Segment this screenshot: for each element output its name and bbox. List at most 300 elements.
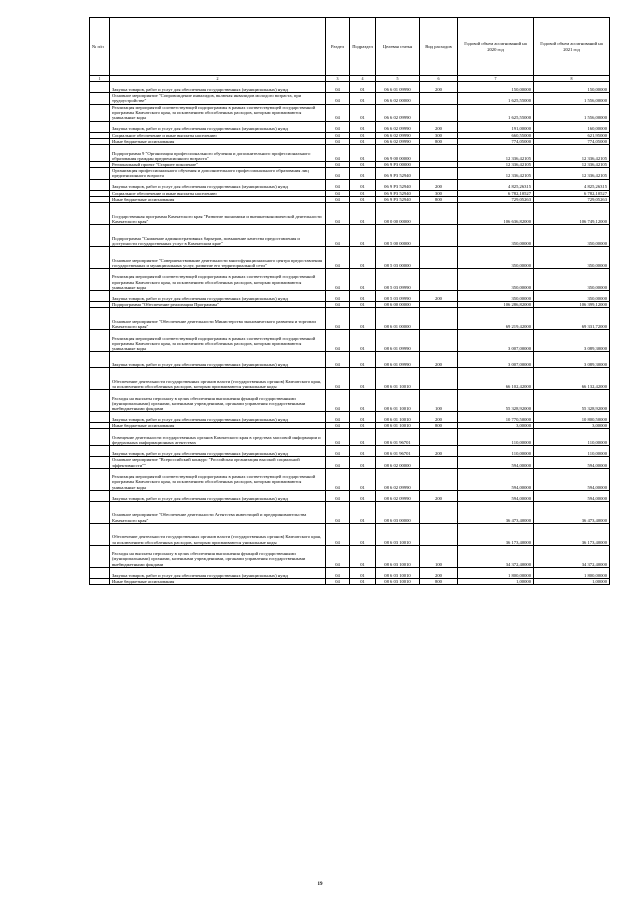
row-podrazdel: 01 xyxy=(350,412,376,423)
row-num xyxy=(90,225,110,247)
row-vid: 800 xyxy=(420,578,458,584)
row-vid: 200 xyxy=(420,291,458,302)
table-row xyxy=(90,179,610,190)
row-razdel: 04 xyxy=(326,179,350,190)
budget-table xyxy=(89,17,610,585)
row-vid: 200 xyxy=(420,82,458,93)
row-vid xyxy=(420,457,458,468)
row-num xyxy=(90,291,110,302)
row-razdel: 04 xyxy=(326,352,350,368)
row-target: 06 9 00 00000 xyxy=(376,145,420,162)
row-num xyxy=(90,168,110,179)
row-razdel: 04 xyxy=(326,162,350,168)
row-target: 08 6 02 00000 xyxy=(376,457,420,468)
row-amount-2020: 12 336,42105 xyxy=(458,145,534,162)
row-podrazdel: 01 xyxy=(350,308,376,330)
row-name: Государственная программа Камчатского края "Развитие экономики и внешнеэкономической деятельности Камчатского края" xyxy=(110,203,326,225)
row-num xyxy=(90,145,110,162)
row-razdel: 04 xyxy=(326,308,350,330)
table-row xyxy=(90,429,610,446)
row-vid: 800 xyxy=(420,423,458,429)
row-name: Освещение деятельности государственных органов Камчатского края в средствах массовой информации и федеральных информационных агентствах xyxy=(110,429,326,446)
column-number: 5 xyxy=(376,76,420,82)
row-name: Расходы на выплаты персоналу в целях обеспечения выполнения функций государственными (муниципальными) органами, казенными учреждениями, органами управления государственными внебюджетными фондами xyxy=(110,390,326,412)
row-num xyxy=(90,567,110,578)
row-num xyxy=(90,390,110,412)
row-vid xyxy=(420,501,458,523)
row-target: 08 6 03 10010 xyxy=(376,523,420,545)
column-number: 4 xyxy=(350,76,376,82)
table-row xyxy=(90,501,610,523)
row-amount-2020: 350,00000 xyxy=(458,247,534,269)
row-name: Закупка товаров, работ и услуг для обеспечения государственных (муниципальных) нужд xyxy=(110,121,326,132)
row-name: Организация профессионального обучения и дополнительного профессионального образования лиц предпенсионного возраста xyxy=(110,168,326,179)
row-num xyxy=(90,352,110,368)
row-vid: 200 xyxy=(420,179,458,190)
row-target: 08 6 01 10010 xyxy=(376,423,420,429)
row-razdel: 04 xyxy=(326,501,350,523)
row-podrazdel: 01 xyxy=(350,578,376,584)
row-vid xyxy=(420,523,458,545)
column-number: 7 xyxy=(458,76,534,82)
header-target: Целевая статья xyxy=(376,18,420,76)
row-num xyxy=(90,247,110,269)
row-num xyxy=(90,93,110,104)
row-num xyxy=(90,179,110,190)
row-amount-2021: 106 399,12000 xyxy=(534,302,610,308)
row-name: Основное мероприятие "Обеспечение деятельности Агентства инвестиций и предпринимательства Камчатского края" xyxy=(110,501,326,523)
row-amount-2021: 621,95000 xyxy=(534,132,610,138)
row-amount-2020: 150,00000 xyxy=(458,82,534,93)
row-amount-2021: 55 328,92000 xyxy=(534,390,610,412)
header-razdel: Раздел xyxy=(326,18,350,76)
row-target: 08 6 00 00000 xyxy=(376,302,420,308)
row-razdel: 04 xyxy=(326,302,350,308)
row-num xyxy=(90,368,110,390)
row-target: 08 6 01 09990 xyxy=(376,352,420,368)
row-name: Иные бюджетные ассигнования xyxy=(110,138,326,144)
table-row xyxy=(90,412,610,423)
row-amount-2021: 12 336,42105 xyxy=(534,168,610,179)
row-amount-2021: 10 800,50000 xyxy=(534,412,610,423)
row-num xyxy=(90,446,110,457)
row-amount-2021: 36 473,40000 xyxy=(534,501,610,523)
row-target: 08 6 03 10010 xyxy=(376,545,420,567)
row-amount-2020: 1 800,00000 xyxy=(458,567,534,578)
row-name: Основное мероприятие "Сопровождение инвалидов, включая инвалидов молодого возраста, при трудоустройстве" xyxy=(110,93,326,104)
row-razdel: 04 xyxy=(326,578,350,584)
row-podrazdel: 01 xyxy=(350,330,376,352)
row-name: Обеспечение деятельности государственных органов власти (государственных органов) Камчатского края, за исключением обособленных расходов, которым присваиваются уникальные коды xyxy=(110,523,326,545)
row-podrazdel: 01 xyxy=(350,247,376,269)
row-name: Основное мероприятие "Обеспечение деятельности Министерства экономического развития и торговли Камчатского края" xyxy=(110,308,326,330)
row-podrazdel: 01 xyxy=(350,423,376,429)
table-row xyxy=(90,523,610,545)
table-row xyxy=(90,121,610,132)
row-podrazdel: 01 xyxy=(350,162,376,168)
row-amount-2020: 1,00000 xyxy=(458,578,534,584)
row-name: Закупка товаров, работ и услуг для обеспечения государственных (муниципальных) нужд xyxy=(110,446,326,457)
row-podrazdel: 01 xyxy=(350,429,376,446)
row-num xyxy=(90,545,110,567)
row-vid: 200 xyxy=(420,412,458,423)
row-razdel: 04 xyxy=(326,446,350,457)
row-amount-2021: 34 372,40000 xyxy=(534,545,610,567)
row-podrazdel: 01 xyxy=(350,179,376,190)
row-razdel: 04 xyxy=(326,412,350,423)
table-row xyxy=(90,578,610,584)
row-num xyxy=(90,429,110,446)
row-podrazdel: 01 xyxy=(350,190,376,196)
row-vid: 100 xyxy=(420,390,458,412)
row-name: Основное мероприятие "Совершенствование деятельности многофункционального центра предоставления государственных и муниципальных услуг, развитие его территориальной сети" xyxy=(110,247,326,269)
row-vid xyxy=(420,225,458,247)
row-num xyxy=(90,269,110,291)
row-vid: 200 xyxy=(420,490,458,501)
row-vid xyxy=(420,269,458,291)
row-amount-2021: 4 825,26315 xyxy=(534,179,610,190)
row-target: 06 9 P3 52940 xyxy=(376,190,420,196)
row-num xyxy=(90,468,110,490)
row-podrazdel: 01 xyxy=(350,501,376,523)
row-amount-2021: 1 556,00000 xyxy=(534,104,610,121)
row-name: Расходы на выплаты персоналу в целях обеспечения выполнения функций государственными (муниципальными) органами, казенными учреждениями, органами управления государственными внебюджетными фондами xyxy=(110,545,326,567)
table-row xyxy=(90,545,610,567)
row-amount-2021: 110,00000 xyxy=(534,446,610,457)
row-target: 06 9 P3 52940 xyxy=(376,196,420,202)
row-amount-2020: 350,00000 xyxy=(458,225,534,247)
row-amount-2021: 6 782,10527 xyxy=(534,190,610,196)
row-vid: 200 xyxy=(420,121,458,132)
row-target: 08 6 01 09990 xyxy=(376,330,420,352)
row-vid xyxy=(420,203,458,225)
row-amount-2020: 106 286,82000 xyxy=(458,302,534,308)
table-row xyxy=(90,93,610,104)
table-row xyxy=(90,567,610,578)
row-razdel: 04 xyxy=(326,190,350,196)
row-vid: 100 xyxy=(420,545,458,567)
row-razdel: 04 xyxy=(326,203,350,225)
row-name: Подпрограмма "Обеспечение реализации Программы" xyxy=(110,302,326,308)
row-amount-2021: 3 089,30000 xyxy=(534,352,610,368)
header-name xyxy=(110,18,326,76)
row-amount-2020: 36 173,40000 xyxy=(458,523,534,545)
row-razdel: 04 xyxy=(326,423,350,429)
table-row xyxy=(90,446,610,457)
row-amount-2021: 3 089,30000 xyxy=(534,330,610,352)
row-amount-2020: 660,55000 xyxy=(458,132,534,138)
row-amount-2020: 69 219,42000 xyxy=(458,308,534,330)
row-name: Иные бюджетные ассигнования xyxy=(110,196,326,202)
row-amount-2021: 350,00000 xyxy=(534,269,610,291)
row-num xyxy=(90,523,110,545)
header-podrazdel: Подраздел xyxy=(350,18,376,76)
row-razdel: 04 xyxy=(326,567,350,578)
row-razdel: 04 xyxy=(326,93,350,104)
row-podrazdel: 01 xyxy=(350,269,376,291)
row-razdel: 04 xyxy=(326,490,350,501)
row-num xyxy=(90,82,110,93)
row-amount-2020: 729,05263 xyxy=(458,196,534,202)
row-name: Подпрограмма "Снижение административных барьеров, повышение качества предоставления и доступности государственных услуг в Камчатском крае" xyxy=(110,225,326,247)
row-num xyxy=(90,490,110,501)
table-row xyxy=(90,104,610,121)
row-target: 08 6 01 00000 xyxy=(376,308,420,330)
row-num xyxy=(90,104,110,121)
row-amount-2020: 10 770,50000 xyxy=(458,412,534,423)
row-name: Реализация мероприятий соответствующей подпрограммы в рамках соответствующей государственной программы Камчатского края, за исключением обособленных расходов, которым присваиваются уникальные коды xyxy=(110,104,326,121)
row-name: Закупка товаров, работ и услуг для обеспечения государственных (муниципальных) нужд xyxy=(110,412,326,423)
table-row xyxy=(90,82,610,93)
row-razdel: 04 xyxy=(326,82,350,93)
row-amount-2020: 3 007,00000 xyxy=(458,352,534,368)
row-amount-2021: 150,00000 xyxy=(534,82,610,93)
table-body xyxy=(90,82,610,585)
table-row xyxy=(90,269,610,291)
row-name: Региональный проект "Старшее поколение" xyxy=(110,162,326,168)
row-amount-2021: 106 749,12000 xyxy=(534,203,610,225)
row-target: 08 6 03 00000 xyxy=(376,501,420,523)
row-name: Закупка товаров, работ и услуг для обеспечения государственных (муниципальных) нужд xyxy=(110,352,326,368)
row-amount-2020: 36 473,40000 xyxy=(458,501,534,523)
row-amount-2021: 3,00000 xyxy=(534,423,610,429)
row-target: 06 6 02 00000 xyxy=(376,93,420,104)
row-vid: 300 xyxy=(420,132,458,138)
row-name: Реализация мероприятий соответствующей подпрограммы в рамках соответствующей государственной программы Камчатского края, за исключением обособленных расходов, которым присваиваются уникальные коды xyxy=(110,468,326,490)
row-razdel: 04 xyxy=(326,429,350,446)
row-podrazdel: 01 xyxy=(350,567,376,578)
row-amount-2021: 1,00000 xyxy=(534,578,610,584)
row-name: Обеспечение деятельности государственных органов власти (государственных органов) Камчатского края, за исключением обособленных расходов, которым присваиваются уникальные коды xyxy=(110,368,326,390)
table-row xyxy=(90,168,610,179)
row-amount-2021: 350,00000 xyxy=(534,247,610,269)
table-row xyxy=(90,330,610,352)
row-amount-2021: 594,00000 xyxy=(534,457,610,468)
row-razdel: 04 xyxy=(326,368,350,390)
row-amount-2020: 12 336,42105 xyxy=(458,162,534,168)
column-number: 1 xyxy=(90,76,110,82)
row-amount-2020: 3,00000 xyxy=(458,423,534,429)
row-vid xyxy=(420,104,458,121)
row-name: Закупка товаров, работ и услуг для обеспечения государственных (муниципальных) нужд xyxy=(110,490,326,501)
row-vid xyxy=(420,468,458,490)
table-row xyxy=(90,468,610,490)
row-podrazdel: 01 xyxy=(350,390,376,412)
row-amount-2020: 110,00000 xyxy=(458,429,534,446)
header-2020: Годовой объем ассигнований на 2020 год xyxy=(458,18,534,76)
row-target: 06 9 P3 52940 xyxy=(376,179,420,190)
row-podrazdel: 01 xyxy=(350,490,376,501)
row-razdel: 04 xyxy=(326,390,350,412)
row-amount-2020: 6 782,10527 xyxy=(458,190,534,196)
row-razdel: 04 xyxy=(326,225,350,247)
row-name: Закупка товаров, работ и услуг для обеспечения государственных (муниципальных) нужд xyxy=(110,567,326,578)
header-2021: Годовой объем ассигнований на 2021 год xyxy=(534,18,610,76)
page-number: 19 xyxy=(317,882,323,887)
row-target: 08 6 01 96701 xyxy=(376,429,420,446)
row-name: Иные бюджетные ассигнования xyxy=(110,578,326,584)
table-row xyxy=(90,145,610,162)
row-target: 08 6 01 10010 xyxy=(376,368,420,390)
row-podrazdel: 01 xyxy=(350,446,376,457)
row-num xyxy=(90,203,110,225)
row-razdel: 04 xyxy=(326,168,350,179)
row-target: 06 6 02 09990 xyxy=(376,121,420,132)
row-amount-2020: 594,00000 xyxy=(458,490,534,501)
row-razdel: 04 xyxy=(326,269,350,291)
row-podrazdel: 01 xyxy=(350,93,376,104)
row-target: 08 6 03 10010 xyxy=(376,578,420,584)
row-amount-2021: 729,05263 xyxy=(534,196,610,202)
row-podrazdel: 01 xyxy=(350,196,376,202)
row-num xyxy=(90,308,110,330)
header-num: № п/п xyxy=(90,18,110,76)
row-podrazdel: 01 xyxy=(350,368,376,390)
row-razdel: 04 xyxy=(326,330,350,352)
row-podrazdel: 01 xyxy=(350,203,376,225)
row-razdel: 04 xyxy=(326,545,350,567)
table-row xyxy=(90,490,610,501)
row-target: 08 0 00 00000 xyxy=(376,203,420,225)
row-amount-2021: 594,00000 xyxy=(534,490,610,501)
table-row xyxy=(90,225,610,247)
row-amount-2021: 66 132,42000 xyxy=(534,368,610,390)
row-target: 06 6 02 09990 xyxy=(376,104,420,121)
row-num xyxy=(90,412,110,423)
row-podrazdel: 01 xyxy=(350,545,376,567)
row-amount-2020: 55 328,92000 xyxy=(458,390,534,412)
row-amount-2021: 36 173,40000 xyxy=(534,523,610,545)
row-vid xyxy=(420,93,458,104)
row-vid xyxy=(420,429,458,446)
row-amount-2020: 4 825,26315 xyxy=(458,179,534,190)
row-amount-2021: 350,00000 xyxy=(534,225,610,247)
row-podrazdel: 01 xyxy=(350,523,376,545)
row-amount-2020: 106 636,82000 xyxy=(458,203,534,225)
row-num xyxy=(90,121,110,132)
row-target: 06 6 02 09990 xyxy=(376,132,420,138)
row-target: 08 6 01 10010 xyxy=(376,390,420,412)
row-target: 08 6 01 10010 xyxy=(376,412,420,423)
table-row xyxy=(90,390,610,412)
row-vid: 200 xyxy=(420,567,458,578)
row-target: 08 6 01 96701 xyxy=(376,446,420,457)
row-razdel: 04 xyxy=(326,247,350,269)
row-name: Подпрограмма 9 "Организация профессионального обучения и дополнительного профессионального образования граждан предпенсионного возраста" xyxy=(110,145,326,162)
row-target: 08 6 02 09990 xyxy=(376,490,420,501)
row-amount-2021: 160,00000 xyxy=(534,121,610,132)
row-amount-2021: 12 336,42105 xyxy=(534,145,610,162)
row-amount-2021: 350,00000 xyxy=(534,291,610,302)
row-razdel: 04 xyxy=(326,104,350,121)
table-row xyxy=(90,368,610,390)
row-target: 06 6 01 09990 xyxy=(376,82,420,93)
row-amount-2020: 774,05000 xyxy=(458,138,534,144)
row-vid xyxy=(420,330,458,352)
row-amount-2020: 12 336,42105 xyxy=(458,168,534,179)
row-podrazdel: 01 xyxy=(350,468,376,490)
row-vid: 800 xyxy=(420,196,458,202)
row-target: 08 5 03 00000 xyxy=(376,247,420,269)
row-vid: 200 xyxy=(420,446,458,457)
row-podrazdel: 01 xyxy=(350,145,376,162)
table-row xyxy=(90,308,610,330)
row-razdel: 04 xyxy=(326,457,350,468)
row-podrazdel: 01 xyxy=(350,291,376,302)
table-row xyxy=(90,247,610,269)
row-amount-2021: 110,00000 xyxy=(534,429,610,446)
row-razdel: 04 xyxy=(326,523,350,545)
table-row xyxy=(90,291,610,302)
row-name: Реализация мероприятий соответствующей подпрограммы в рамках соответствующей государственной программы Камчатского края, за исключением обособленных расходов, которым присваиваются уникальные коды xyxy=(110,269,326,291)
row-podrazdel: 01 xyxy=(350,302,376,308)
row-razdel: 04 xyxy=(326,196,350,202)
row-amount-2020: 350,00000 xyxy=(458,269,534,291)
row-num xyxy=(90,330,110,352)
row-amount-2020: 350,00000 xyxy=(458,291,534,302)
row-razdel: 04 xyxy=(326,468,350,490)
row-vid: 200 xyxy=(420,352,458,368)
row-amount-2021: 1 800,00000 xyxy=(534,567,610,578)
row-target: 08 6 02 09990 xyxy=(376,468,420,490)
column-number: 2 xyxy=(110,76,326,82)
row-amount-2021: 1 556,00000 xyxy=(534,93,610,104)
column-number: 6 xyxy=(420,76,458,82)
row-amount-2020: 191,00000 xyxy=(458,121,534,132)
row-name: Закупка товаров, работ и услуг для обеспечения государственных (муниципальных) нужд xyxy=(110,291,326,302)
row-amount-2020: 1 625,55000 xyxy=(458,93,534,104)
row-name: Закупка товаров, работ и услуг для обеспечения государственных (муниципальных) нужд xyxy=(110,179,326,190)
row-podrazdel: 01 xyxy=(350,104,376,121)
table-header xyxy=(90,18,610,82)
row-amount-2020: 594,00000 xyxy=(458,457,534,468)
row-target: 06 6 02 09990 xyxy=(376,138,420,144)
row-amount-2021: 69 331,72000 xyxy=(534,308,610,330)
row-podrazdel: 01 xyxy=(350,138,376,144)
row-name: Закупка товаров, работ и услуг для обеспечения государственных (муниципальных) нужд xyxy=(110,82,326,93)
row-name: Основное мероприятие "Всероссийский конкурс "Российская организация высокой социальной эффективности"" xyxy=(110,457,326,468)
row-target: 08 5 03 09990 xyxy=(376,291,420,302)
row-vid xyxy=(420,168,458,179)
row-razdel: 04 xyxy=(326,132,350,138)
row-target: 08 5 00 00000 xyxy=(376,225,420,247)
row-razdel: 04 xyxy=(326,121,350,132)
header-vid: Вид расходов xyxy=(420,18,458,76)
row-num xyxy=(90,501,110,523)
row-amount-2021: 594,00000 xyxy=(534,468,610,490)
column-number: 3 xyxy=(326,76,350,82)
row-vid: 800 xyxy=(420,138,458,144)
row-target: 06 9 P3 00000 xyxy=(376,162,420,168)
row-amount-2020: 34 372,40000 xyxy=(458,545,534,567)
row-vid: 300 xyxy=(420,190,458,196)
row-razdel: 04 xyxy=(326,145,350,162)
column-number: 8 xyxy=(534,76,610,82)
row-razdel: 04 xyxy=(326,138,350,144)
row-amount-2021: 774,05000 xyxy=(534,138,610,144)
row-podrazdel: 01 xyxy=(350,121,376,132)
row-podrazdel: 01 xyxy=(350,225,376,247)
row-name: Социальное обеспечение и иные выплаты населению xyxy=(110,190,326,196)
row-amount-2020: 1 625,55000 xyxy=(458,104,534,121)
row-vid xyxy=(420,368,458,390)
row-razdel: 04 xyxy=(326,291,350,302)
row-target: 08 6 03 10010 xyxy=(376,567,420,578)
row-amount-2020: 3 007,00000 xyxy=(458,330,534,352)
table-row xyxy=(90,457,610,468)
row-num xyxy=(90,457,110,468)
table-row xyxy=(90,203,610,225)
